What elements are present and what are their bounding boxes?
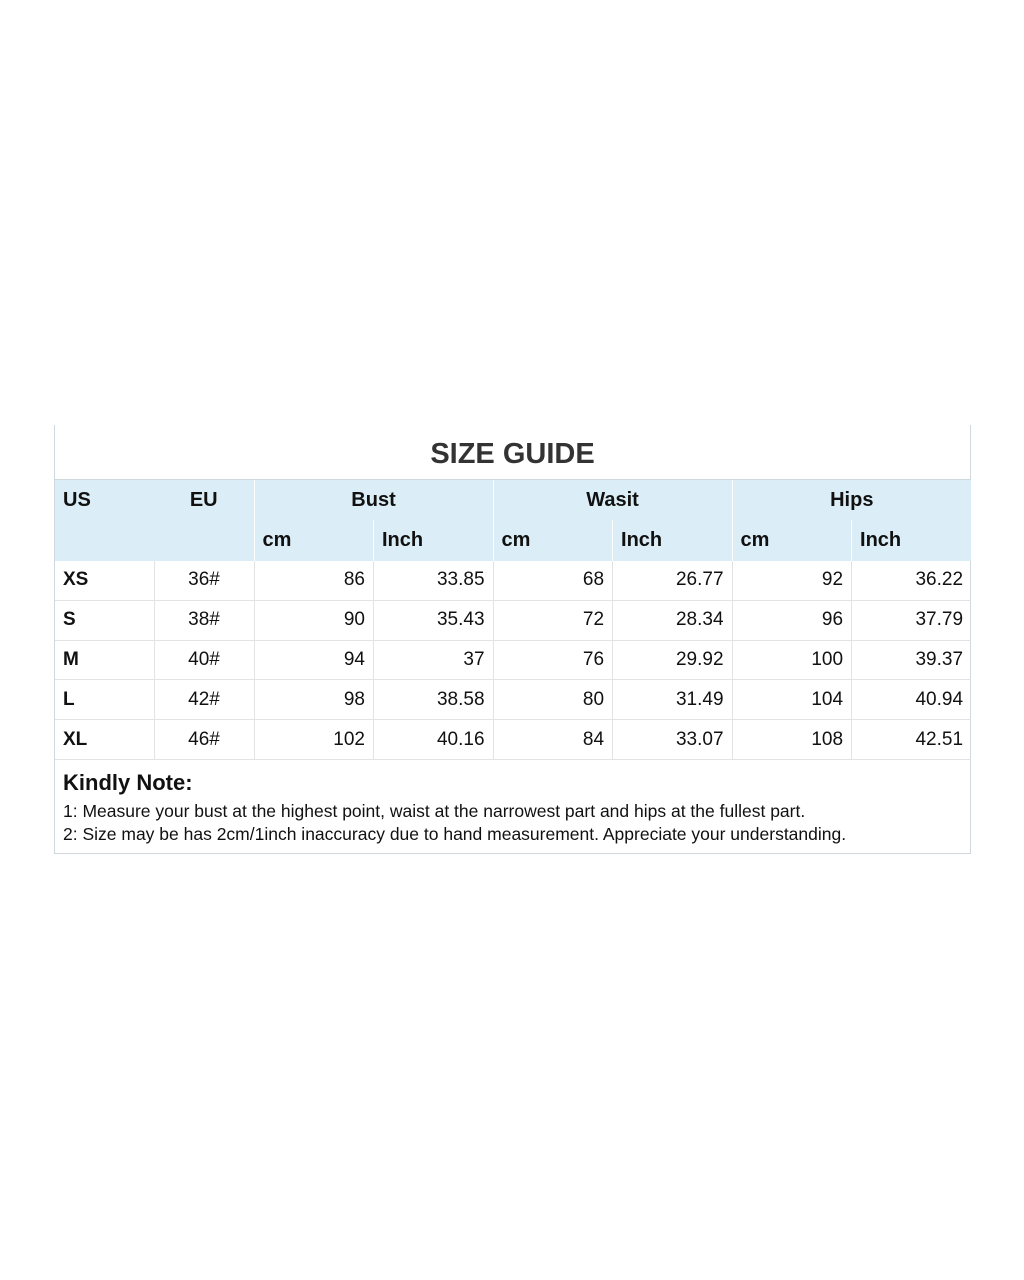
note-title: Kindly Note: bbox=[63, 769, 193, 795]
header-bust: Bust bbox=[254, 480, 493, 520]
header-unit-bust-inch: Inch bbox=[374, 520, 494, 561]
cell-hips-inch: 40.94 bbox=[852, 680, 972, 720]
header-waist: Wasit bbox=[493, 480, 732, 520]
cell-bust-inch: 33.85 bbox=[374, 561, 494, 600]
cell-bust-inch: 37 bbox=[374, 640, 494, 680]
table-row bbox=[55, 680, 971, 720]
cell-waist-cm: 84 bbox=[493, 720, 613, 760]
cell-bust-cm: 90 bbox=[254, 600, 374, 640]
cell-bust-cm: 94 bbox=[254, 640, 374, 680]
cell-us-size: M bbox=[55, 640, 154, 680]
header-unit-hips-inch: Inch bbox=[852, 520, 972, 561]
cell-eu-size: 42# bbox=[154, 680, 254, 720]
cell-waist-inch: 26.77 bbox=[613, 561, 733, 600]
header-unit-hips-cm: cm bbox=[732, 520, 852, 561]
cell-hips-cm: 100 bbox=[732, 640, 852, 680]
cell-waist-cm: 80 bbox=[493, 680, 613, 720]
title-bar bbox=[55, 425, 970, 480]
size-guide bbox=[54, 425, 971, 854]
header-eu: EU bbox=[154, 480, 254, 520]
cell-waist-inch: 31.49 bbox=[613, 680, 733, 720]
header-blank bbox=[154, 520, 254, 561]
cell-hips-inch: 42.51 bbox=[852, 720, 972, 760]
cell-bust-inch: 40.16 bbox=[374, 720, 494, 760]
cell-hips-inch: 37.79 bbox=[852, 600, 972, 640]
cell-bust-inch: 38.58 bbox=[374, 680, 494, 720]
cell-waist-inch: 29.92 bbox=[613, 640, 733, 680]
cell-bust-cm: 86 bbox=[254, 561, 374, 600]
cell-hips-cm: 92 bbox=[732, 561, 852, 600]
header-hips: Hips bbox=[732, 480, 971, 520]
header-blank bbox=[55, 520, 154, 561]
cell-hips-cm: 104 bbox=[732, 680, 852, 720]
cell-bust-cm: 98 bbox=[254, 680, 374, 720]
page-title: SIZE GUIDE bbox=[430, 437, 595, 470]
cell-eu-size: 38# bbox=[154, 600, 254, 640]
cell-waist-cm: 68 bbox=[493, 561, 613, 600]
cell-hips-cm: 96 bbox=[732, 600, 852, 640]
cell-us-size: L bbox=[55, 680, 154, 720]
cell-eu-size: 40# bbox=[154, 640, 254, 680]
header-unit-bust-cm: cm bbox=[254, 520, 374, 561]
header-unit-waist-cm: cm bbox=[493, 520, 613, 561]
size-table bbox=[55, 480, 971, 760]
table-row bbox=[55, 720, 971, 760]
header-row-units bbox=[55, 520, 971, 561]
kindly-note bbox=[55, 760, 970, 846]
note-line-1: 1: Measure your bust at the highest point, waist at the narrowest part and hips at the fullest part. bbox=[63, 800, 806, 821]
cell-eu-size: 36# bbox=[154, 561, 254, 600]
cell-hips-inch: 39.37 bbox=[852, 640, 972, 680]
cell-hips-cm: 108 bbox=[732, 720, 852, 760]
cell-waist-inch: 33.07 bbox=[613, 720, 733, 760]
cell-waist-cm: 72 bbox=[493, 600, 613, 640]
cell-us-size: S bbox=[55, 600, 154, 640]
header-unit-waist-inch: Inch bbox=[613, 520, 733, 561]
cell-us-size: XS bbox=[55, 561, 154, 600]
cell-bust-inch: 35.43 bbox=[374, 600, 494, 640]
header-row-groups bbox=[55, 480, 971, 520]
table-row bbox=[55, 600, 971, 640]
cell-us-size: XL bbox=[55, 720, 154, 760]
cell-hips-inch: 36.22 bbox=[852, 561, 972, 600]
table-row bbox=[55, 561, 971, 600]
cell-eu-size: 46# bbox=[154, 720, 254, 760]
note-line-2: 2: Size may be has 2cm/1inch inaccuracy due to hand measurement. Appreciate your understanding. bbox=[63, 823, 847, 844]
cell-waist-inch: 28.34 bbox=[613, 600, 733, 640]
cell-waist-cm: 76 bbox=[493, 640, 613, 680]
header-us: US bbox=[55, 480, 154, 520]
cell-bust-cm: 102 bbox=[254, 720, 374, 760]
table-row bbox=[55, 640, 971, 680]
